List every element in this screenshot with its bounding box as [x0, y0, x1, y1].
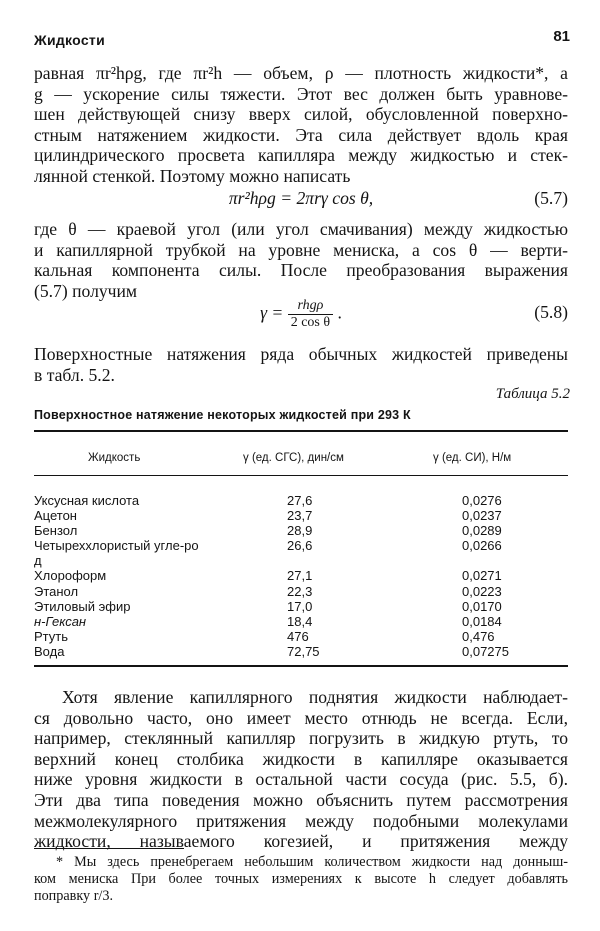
- table-row: [34, 568, 568, 583]
- cell-liquid: Хлороформ: [34, 568, 107, 584]
- cell-cgs: 26,6: [287, 538, 313, 554]
- cell-si: 0,0184: [462, 613, 502, 629]
- cell-liquid: н-Гексан: [34, 613, 87, 629]
- cell-si: 0,07275: [462, 643, 509, 659]
- text-line: жидкости, называемого когезией, и притяжения между: [34, 831, 568, 852]
- footnote-line: поправку r/3.: [34, 888, 114, 904]
- text-line: ся довольно часто, оно имеет место отнюдь не всегда. Если,: [34, 707, 568, 728]
- text-line: Хотя явление капиллярного поднятия жидкости наблюдает-: [62, 687, 568, 707]
- cell-si: 0,0276: [462, 493, 502, 508]
- paragraph-1: [34, 63, 568, 187]
- cell-cgs: 17,0: [287, 598, 313, 614]
- cell-liquid: Вода: [34, 643, 65, 659]
- text-line: Поверхностные натяжения ряда обычных жидкостей приведены: [34, 344, 568, 364]
- cell-si: 0,0170: [462, 598, 502, 614]
- cell-liquid: Ацетон: [34, 508, 77, 524]
- text-line: (5.7) получим: [34, 280, 138, 301]
- table-bottom-rule: [34, 665, 568, 667]
- table-label: Таблица 5.2: [495, 386, 570, 402]
- equation-lhs: γ =: [260, 302, 284, 323]
- page-number: 81: [553, 28, 570, 45]
- fraction-numerator: rhgρ: [288, 298, 333, 315]
- cell-cgs: 27,6: [287, 493, 313, 508]
- cell-si: 0,0289: [462, 523, 502, 539]
- table-row: [34, 538, 568, 568]
- cell-si: 0,0223: [462, 583, 502, 599]
- text-line: и капиллярной трубкой на уровне мениска, а cos θ — верти-: [34, 239, 568, 260]
- text-line: g — ускорение силы тяжести. Этот вес должен быть уравнове-: [34, 83, 568, 104]
- fraction-denominator: 2 cos θ: [290, 315, 331, 330]
- text-line: кальная компонента силы. После преобразования выражения: [34, 260, 568, 281]
- column-header-liquid: Жидкость: [88, 452, 141, 464]
- text-line: где θ — краевой угол (или угол смачивания) между жидкостью: [34, 219, 568, 239]
- table-top-rule: [34, 430, 568, 432]
- cell-si: 0,0266: [462, 538, 502, 554]
- cell-liquid: Бензол: [34, 523, 78, 539]
- equation-5-7: [34, 188, 568, 218]
- text-line: верхний конец столбика жидкости в капилляре оказывается: [34, 748, 568, 769]
- column-header-cgs: γ (ед. СГС), дин/см: [243, 452, 344, 464]
- column-header-si: γ (ед. СИ), Н/м: [433, 452, 512, 464]
- table-row: [34, 599, 568, 614]
- text-line: Эти два типа поведения можно объяснить путем рассмотрения: [34, 789, 568, 810]
- table-row: [34, 508, 568, 523]
- equation-number: (5.8): [534, 302, 568, 322]
- table-row: [34, 614, 568, 629]
- cell-cgs: 27,1: [287, 568, 313, 584]
- equation-expression: πr²hρg = 2πrγ cos θ,: [228, 188, 374, 208]
- cell-cgs: 22,3: [287, 583, 313, 599]
- cell-liquid: Четыреххлористый угле-род: [34, 538, 199, 569]
- footnote-rule: [34, 848, 184, 849]
- cell-cgs: 72,75: [287, 643, 320, 659]
- table-row: [34, 629, 568, 644]
- text-line: шен действующей снизу вверх силой, обусловленной поверхно-: [34, 104, 568, 125]
- cell-cgs: 23,7: [287, 508, 313, 524]
- table-row: [34, 584, 568, 599]
- footnote-line: ком мениска При более точных измерениях к высоте h следует добавлять: [34, 871, 568, 887]
- cell-cgs: 476: [287, 628, 309, 644]
- paragraph-3: [34, 344, 568, 385]
- cell-liquid: Этиловый эфир: [34, 598, 131, 614]
- table-row: [34, 523, 568, 538]
- text-line: лянной стенкой. Поэтому можно написать: [34, 165, 351, 186]
- cell-si: 0,0237: [462, 508, 502, 524]
- equation-number: (5.7): [534, 188, 568, 208]
- equation-tail: .: [337, 302, 342, 323]
- paragraph-4: [34, 687, 568, 852]
- cell-cgs: 18,4: [287, 613, 313, 629]
- table-caption: Поверхностное натяжение некоторых жидкостей при 293 К: [34, 408, 411, 422]
- text-line: в табл. 5.2.: [34, 364, 115, 385]
- text-line: межмолекулярного притяжения между подобными молекулами: [34, 810, 568, 831]
- paragraph-2: [34, 219, 568, 301]
- cell-cgs: 28,9: [287, 523, 313, 539]
- text-line: стным натяжением жидкости. Эта сила действует вдоль края: [34, 124, 568, 145]
- equation-expression: [34, 298, 568, 331]
- equation-fraction: [288, 298, 333, 331]
- running-head: Жидкости: [34, 32, 105, 48]
- footnote: [34, 854, 568, 905]
- table-header-rule: [34, 475, 568, 476]
- cell-liquid: Этанол: [34, 583, 79, 599]
- cell-si: 0,476: [462, 628, 495, 644]
- cell-liquid: Ртуть: [34, 628, 68, 644]
- table-row: [34, 493, 568, 508]
- table-row: [34, 644, 568, 659]
- text-line: например, стеклянный капилляр погрузить в жидкую ртуть, то: [34, 728, 568, 749]
- footnote-line: * Мы здесь пренебрегаем небольшим количеством жидкости над донныш-: [56, 854, 568, 870]
- text-line: цилиндрического просвета капилляра между жидкостью и стек-: [34, 145, 568, 166]
- text-line: ниже уровня жидкости в остальной части сосуда (рис. 5.5, б).: [34, 769, 568, 790]
- cell-liquid: Уксусная кислота: [34, 493, 140, 508]
- text-line: равная πr²hρg, где πr²h — объем, ρ — плотность жидкости*, а: [34, 63, 568, 83]
- cell-si: 0,0271: [462, 568, 502, 584]
- table-body: [34, 493, 568, 659]
- equation-5-8: [34, 298, 568, 332]
